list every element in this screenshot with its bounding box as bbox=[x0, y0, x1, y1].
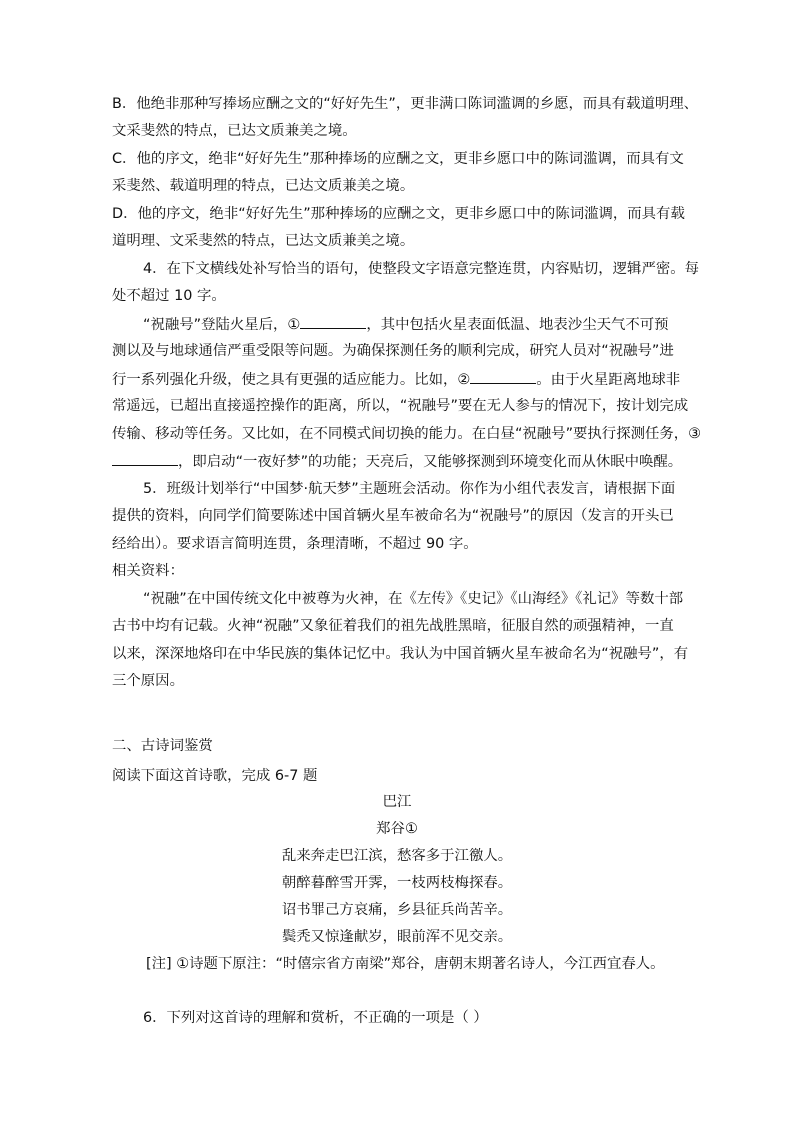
poem-author: 郑谷① bbox=[376, 821, 418, 837]
q5-prompt-line-3: 经给出）。要求语言简明连贯，条理清晰，不超过 90 字。 bbox=[112, 536, 478, 552]
option-d-line-2: 道明理、文采斐然的特点，已达文质兼美之境。 bbox=[112, 233, 415, 249]
q4-prompt-line-2: 处不超过 10 字。 bbox=[112, 288, 226, 304]
option-c-line-2: 采斐然、载道明理的特点，已达文质兼美之境。 bbox=[112, 178, 415, 194]
section-heading: 二、古诗词鉴赏 bbox=[112, 738, 213, 754]
poem-line: 乱来奔走巴江滨，愁客多于江徼人。 bbox=[281, 848, 513, 864]
q6-prompt: 6．下列对这首诗的理解和赏析，不正确的一项是（ ） bbox=[143, 1010, 488, 1026]
q4-passage-line-3 bbox=[112, 369, 680, 390]
blank-3[interactable] bbox=[112, 451, 178, 466]
q4-passage-text: 行一系列强化升级，使之具有更强的适应能力。比如，② bbox=[112, 372, 471, 388]
poem-note: [注] ①诗题下原注：“时僖宗省方南梁”郑谷，唐朝末期著名诗人，今江西宜春人。 bbox=[146, 956, 665, 972]
q4-passage-text: “祝融号”登陆火星后，① bbox=[143, 317, 301, 333]
q4-passage-line-6 bbox=[112, 451, 682, 472]
materials-line-4: 三个原因。 bbox=[112, 673, 184, 689]
blank-2[interactable] bbox=[470, 369, 536, 384]
q4-passage-text: ，即启动“一夜好梦”的功能；天亮后，又能够探测到环境变化而从休眠中唤醒。 bbox=[178, 454, 683, 470]
q4-passage-line-5: 传输、移动等任务。又比如，在不同模式间切换的能力。在白昼“祝融号”要执行探测任务，③ bbox=[112, 426, 702, 442]
materials-line-3: 以来，深深地烙印在中华民族的集体记忆中。我认为中国首辆火星车被命名为“祝融号”，有 bbox=[112, 646, 689, 662]
materials-label: 相关资料： bbox=[112, 563, 184, 579]
option-b-line-1: B．他绝非那种写捧场应酬之文的“好好先生”，更非满口陈词滥调的乡愿，而具有载道明理、 bbox=[112, 96, 699, 112]
poem-line: 朝醉暮醉雪开霁，一枝两枝梅探春。 bbox=[281, 875, 513, 891]
q4-passage-text: 。由于火星距离地球非 bbox=[536, 372, 681, 388]
option-c-line-1: C．他的序文，绝非“好好先生”那种捧场的应酬之文，更非乡愿口中的陈词滥调，而具有文 bbox=[112, 151, 684, 167]
q4-prompt-line-1: 4．在下文横线处补写恰当的语句，使整段文字语意完整连贯，内容贴切，逻辑严密。每 bbox=[143, 261, 700, 277]
q5-prompt-line-2: 提供的资料，向同学们简要陈述中国首辆火星车被命名为“祝融号”的原因（发言的开头已 bbox=[112, 508, 674, 524]
poem-line: 鬓秃又惊逢献岁，眼前浑不见交亲。 bbox=[281, 929, 513, 945]
option-b-line-2: 文采斐然的特点，已达文质兼美之境。 bbox=[112, 123, 357, 139]
q4-passage-line-4: 常遥远，已超出直接遥控操作的距离，所以，“祝融号”要在无人参与的情况下，按计划完成 bbox=[112, 398, 689, 414]
materials-line-2: 古书中均有记载。火神“祝融”又象征着我们的祖先战胜黑暗，征服自然的顽强精神，一直 bbox=[112, 618, 674, 634]
materials-line-1: “祝融”在中国传统文化中被尊为火神，在《左传》《史记》《山海经》《礼记》等数十部 bbox=[143, 591, 684, 607]
blank-1[interactable] bbox=[300, 314, 366, 329]
poem-title: 巴江 bbox=[382, 794, 412, 810]
option-d-line-1: D．他的序文，绝非“好好先生”那种捧场的应酬之文，更非乡愿口中的陈词滥调，而具有载 bbox=[112, 206, 685, 222]
q5-prompt-line-1: 5．班级计划举行“中国梦·航天梦”主题班会活动。你作为小组代表发言，请根据下面 bbox=[143, 481, 676, 497]
poem-line: 诏书罪己方哀痛，乡县征兵尚苦辛。 bbox=[281, 902, 513, 918]
section-instruction: 阅读下面这首诗歌，完成 6-7 题 bbox=[112, 768, 318, 784]
q4-passage-line-2: 测以及与地球通信严重受限等问题。为确保探测任务的顺利完成，研究人员对“祝融号”进 bbox=[112, 343, 674, 359]
q4-passage-line-1 bbox=[143, 314, 669, 335]
q4-passage-text: ，其中包括火星表面低温、地表沙尘天气不可预 bbox=[366, 317, 669, 333]
